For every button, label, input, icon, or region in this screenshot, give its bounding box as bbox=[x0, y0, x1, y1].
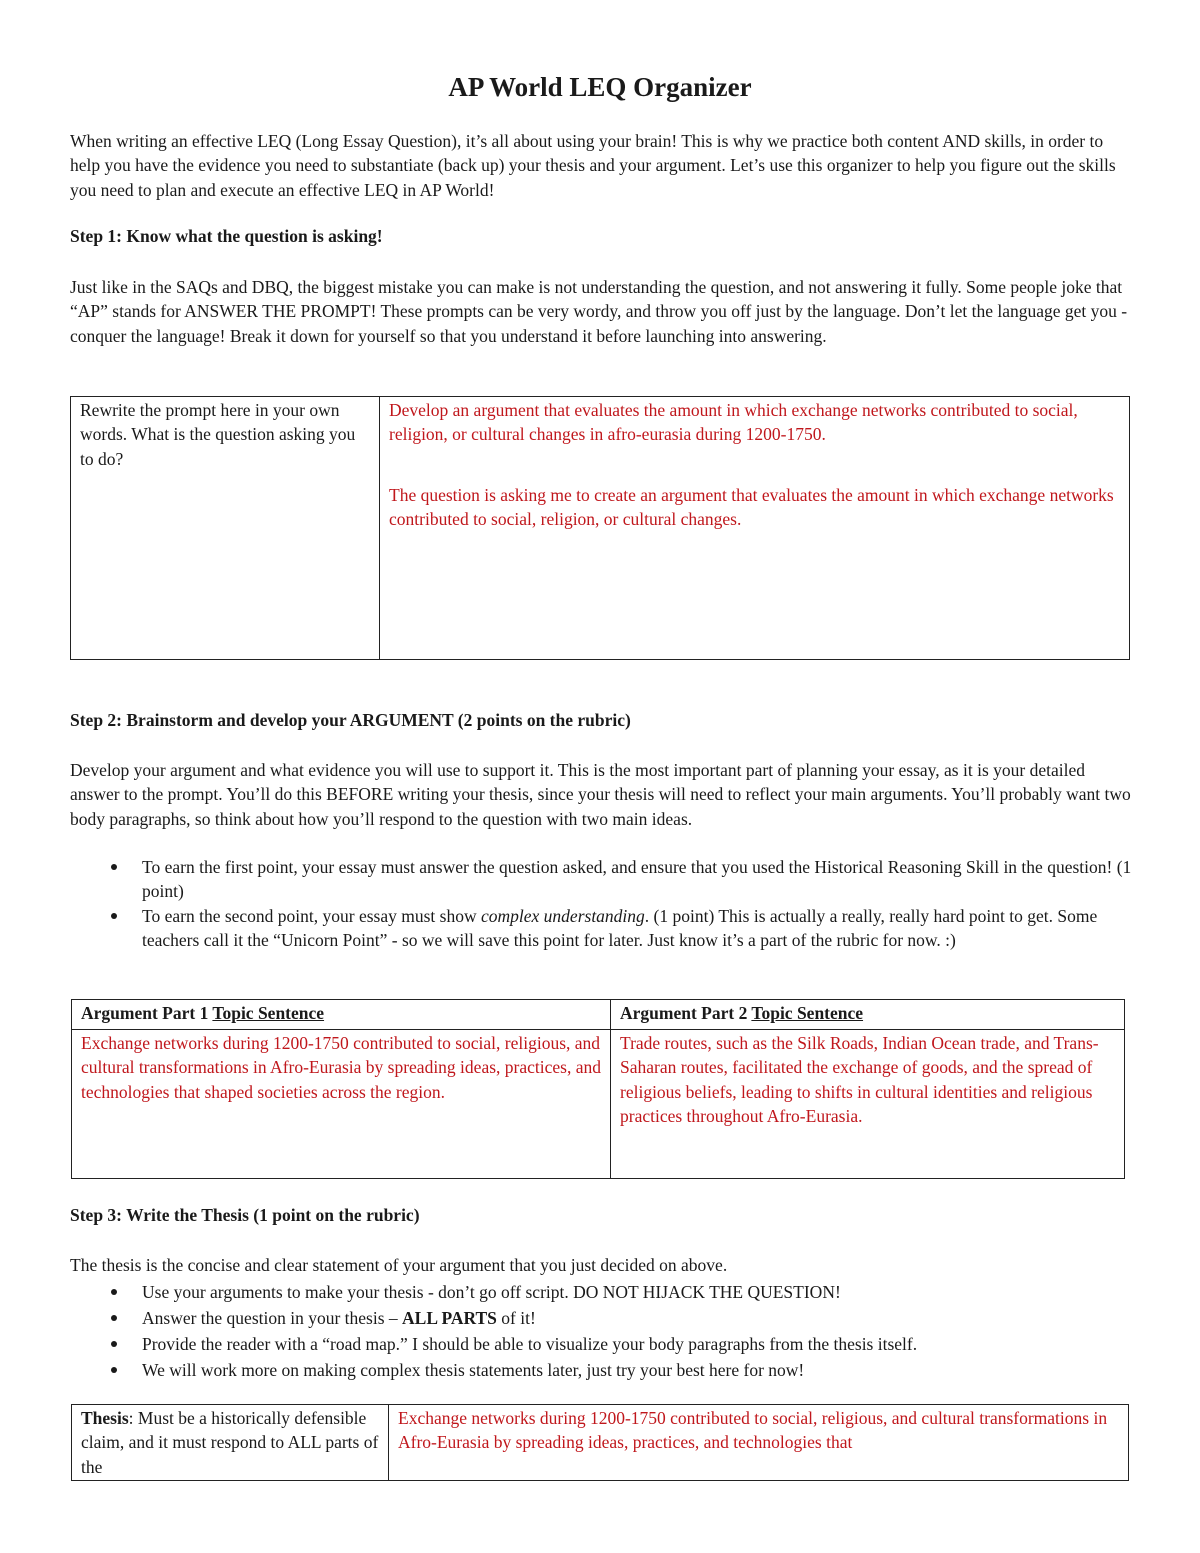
prompt-rewrite-answer-cell[interactable] bbox=[380, 397, 1130, 660]
step2-heading: Step 2: Brainstorm and develop your ARGUMENT (2 points on the rubric) bbox=[70, 710, 631, 730]
bullet-icon bbox=[111, 913, 117, 919]
prompt-rewrite-answer-1: Develop an argument that evaluates the amount in which exchange networks contributed to social, religion, or cultural changes in afro-eurasia during 1200-1750. bbox=[389, 400, 1078, 445]
complex-understanding-term: complex understanding bbox=[481, 905, 645, 926]
step3-bullet-4: We will work more on making complex thesis statements later, just try your best here for now! bbox=[70, 1357, 1132, 1383]
prompt-rewrite-label-text: Rewrite the prompt here in your own words. What is the question asking you to do? bbox=[80, 400, 356, 469]
bullet-icon bbox=[111, 1315, 117, 1321]
bullet-icon bbox=[111, 1341, 117, 1347]
prompt-rewrite-answer-2: The question is asking me to create an argument that evaluates the amount in which exchange networks contributed to social, religion, or cultural changes. bbox=[389, 484, 1114, 529]
step2-body: Develop your argument and what evidence you will use to support it. This is the most important part of planning your essay, as it is your detailed answer to the prompt. You’ll do this BEFORE writing your thesis, since your thesis will need to reflect your main arguments. You’ll probably want two body paragraphs, so think about how you’ll respond to the question with two main ideas. bbox=[70, 760, 1131, 829]
thesis-label: Thesis: Must be a historically defensible claim, and it must respond to ALL parts of the bbox=[72, 1405, 389, 1481]
argument-part-2-answer[interactable]: Trade routes, such as the Silk Roads, Indian Ocean trade, and Trans-Saharan routes, facilitated the exchange of goods, and the spread of religious beliefs, leading to shifts in cultural identities and religious practices throughout Afro-Eurasia. bbox=[611, 1030, 1125, 1179]
step3-bullet-list bbox=[70, 1279, 1132, 1383]
step1-table bbox=[70, 396, 1130, 660]
thesis-answer[interactable]: Exchange networks during 1200-1750 contributed to social, religious, and cultural transformations in Afro-Eurasia by spreading ideas, practices, and technologies that bbox=[389, 1405, 1129, 1481]
bullet-icon bbox=[111, 1367, 117, 1373]
step2-bullet-1: To earn the first point, your essay must answer the question asked, and ensure that you used the Historical Reasoning Skill in the question! (1 point) bbox=[70, 855, 1132, 904]
intro-paragraph: When writing an effective LEQ (Long Essay Question), it’s all about using your brain! This is why we practice both content AND skills, in order to help you have the evidence you need to substantiate (back up) your thesis and your argument. Let’s use this organizer to help you figure out the skills you need to plan and execute an effective LEQ in AP World! bbox=[70, 131, 1116, 200]
step2-argument-table bbox=[71, 999, 1125, 1179]
step3-bullet-2: Answer the question in your thesis – ALL PARTS of it! bbox=[70, 1305, 1132, 1331]
argument-part-1-header: Argument Part 1 Topic Sentence bbox=[72, 1000, 611, 1030]
step2-bullet-2: To earn the second point, your essay must show complex understanding. (1 point) This is actually a really, really hard point to get. Some teachers call it the “Unicorn Point” - so we will save this point for later. Just know it’s a part of the rubric for now. :) bbox=[70, 904, 1132, 953]
step3-bullet-3: Provide the reader with a “road map.” I should be able to visualize your body paragraphs from the thesis itself. bbox=[70, 1331, 1132, 1357]
step3-bullet-1: Use your arguments to make your thesis - don’t go off script. DO NOT HIJACK THE QUESTION! bbox=[70, 1279, 1132, 1305]
step1-heading: Step 1: Know what the question is asking! bbox=[70, 226, 383, 246]
argument-part-2-header: Argument Part 2 Topic Sentence bbox=[611, 1000, 1125, 1030]
step3-heading: Step 3: Write the Thesis (1 point on the rubric) bbox=[70, 1205, 420, 1225]
step3-thesis-table bbox=[71, 1404, 1129, 1481]
argument-part-1-answer[interactable]: Exchange networks during 1200-1750 contributed to social, religious, and cultural transformations in Afro-Eurasia by spreading ideas, practices, and technologies that shaped societies across the region. bbox=[72, 1030, 611, 1179]
page-title: AP World LEQ Organizer bbox=[448, 72, 752, 102]
step2-bullet-list bbox=[70, 855, 1132, 952]
bullet-icon bbox=[111, 1289, 117, 1295]
step1-body: Just like in the SAQs and DBQ, the biggest mistake you can make is not understanding the question, and not answering it fully. Some people joke that “AP” stands for ANSWER THE PROMPT! These prompts can be very wordy, and throw you off just by the language. Don’t let the language get you - conquer the language! Break it down for yourself so that you understand it before launching into answering. bbox=[70, 277, 1128, 346]
step3-body: The thesis is the concise and clear statement of your argument that you just decided on above. bbox=[70, 1255, 728, 1275]
prompt-rewrite-label bbox=[71, 397, 380, 660]
bullet-icon bbox=[111, 864, 117, 870]
